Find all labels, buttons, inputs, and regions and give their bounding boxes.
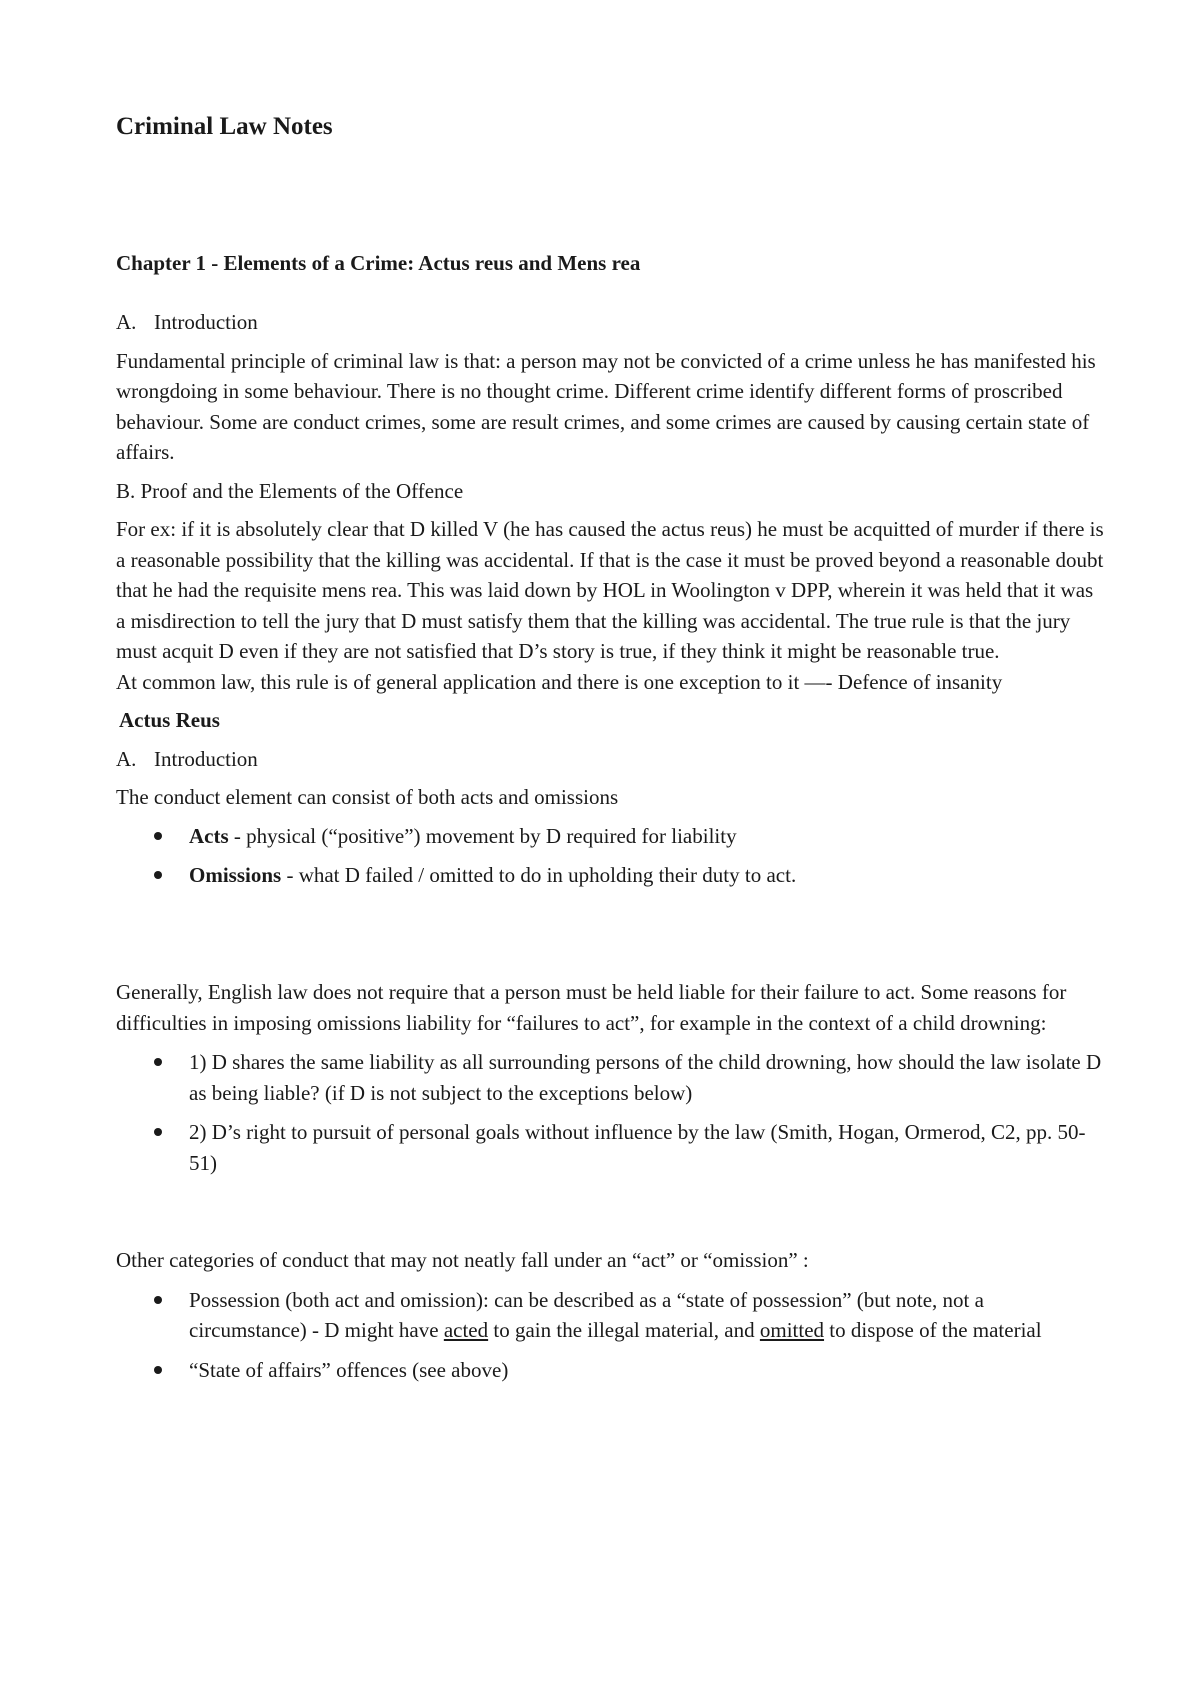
- conduct-text: The conduct element can consist of both acts and omissions: [116, 785, 619, 809]
- other-categories-paragraph: Other categories of conduct that may not neatly fall under an “act” or “omission” :: [116, 1248, 809, 1272]
- omitted-underlined: omitted: [759, 1318, 825, 1342]
- actus-intro-heading-text: Introduction: [154, 746, 258, 771]
- bullet-icon: [154, 1128, 162, 1136]
- bullet-term: Acts: [189, 823, 229, 848]
- bullet-icon: [154, 1296, 162, 1304]
- chapter-title: Chapter 1 - Elements of a Crime: Actus reus and Mens rea: [116, 251, 641, 275]
- reasons-list: [116, 1047, 1106, 1178]
- acted-underlined: acted: [443, 1318, 489, 1342]
- bullet-text: - what D failed / omitted to do in upholding their duty to act.: [281, 863, 797, 887]
- bullet-icon: [154, 1058, 162, 1066]
- intro-paragraph: Fundamental principle of criminal law is that: a person may not be convicted of a crime unless he has manifested his wrongdoing in some behaviour. There is no thought crime. Different crime identify different forms of proscribed behaviour. Some are conduct crimes, some are result crimes, and some crimes are caused by causing certain state of affairs.: [116, 348, 1096, 464]
- acts-omissions-list: [116, 821, 1106, 891]
- other-categories-list: [116, 1285, 1106, 1386]
- intro-heading-text: Introduction: [154, 310, 258, 334]
- list-item: [116, 1047, 1106, 1108]
- state-of-affairs-text: “State of affairs” offences (see above): [189, 1357, 509, 1382]
- possession-text-3: to dispose of the material: [824, 1318, 1042, 1342]
- generally-paragraph: Generally, English law does not require that a person must be held liable for their failure to act. Some reasons for difficulties in imposing omissions liability for “failures to act”, for example in the context of a child drowning:: [116, 980, 1067, 1035]
- reason-text: 1) D shares the same liability as all surrounding persons of the child drowning, how should the law isolate D as being liable? (if D is not subject to the exceptions below): [189, 1050, 1102, 1105]
- list-item: [116, 860, 1106, 891]
- bullet-icon: [154, 1366, 162, 1374]
- actus-intro-label: A.: [116, 746, 137, 771]
- actus-reus-heading: Actus Reus: [119, 708, 220, 732]
- proof-paragraph: For ex: if it is absolutely clear that D killed V (he has caused the actus reus) he must be acquitted of murder if there is a reasonable possibility that the killing was accidental. If that is the case it must be proved beyond a reasonable doubt that he had the requisite mens rea. This was laid down by HOL in Woolington v DPP, wherein it was held that it was a misdirection to tell the jury that D must satisfy them that the killing was accidental. The true rule is that the jury must acquit D even if they are not satisfied that D’s story is true, if they think it might be reasonable true.: [116, 517, 1104, 663]
- list-item: [116, 821, 1106, 852]
- list-item: [116, 1117, 1106, 1178]
- intro-label: A.: [116, 310, 137, 334]
- generally-section: [116, 977, 1106, 1178]
- intro-section: [116, 307, 1106, 891]
- list-item: [116, 1285, 1106, 1346]
- reason-text: 2) D’s right to pursuit of personal goals without influence by the law (Smith, Hogan, Ormerod, C2, pp. 50-51): [189, 1120, 1086, 1175]
- proof-paragraph-2: At common law, this rule is of general application and there is one exception to it —- Defence of insanity: [116, 669, 1003, 694]
- bullet-icon: [154, 871, 162, 879]
- actus-intro-heading: [116, 744, 1106, 775]
- document-title: Criminal Law Notes: [116, 113, 333, 140]
- bullet-text: - physical (“positive”) movement by D required for liability: [228, 823, 737, 848]
- list-item: [116, 1355, 1106, 1386]
- proof-heading: B. Proof and the Elements of the Offence: [116, 478, 464, 503]
- possession-text-1: Possession (both act and omission): can be described as a “state of possession” (but note, not a circumstance) - D might have: [189, 1287, 984, 1342]
- possession-text-2: to gain the illegal material, and: [488, 1318, 760, 1342]
- intro-heading: [116, 307, 1106, 338]
- other-categories-section: [116, 1245, 1106, 1385]
- bullet-icon: [154, 832, 162, 840]
- bullet-term: Omissions: [189, 863, 282, 887]
